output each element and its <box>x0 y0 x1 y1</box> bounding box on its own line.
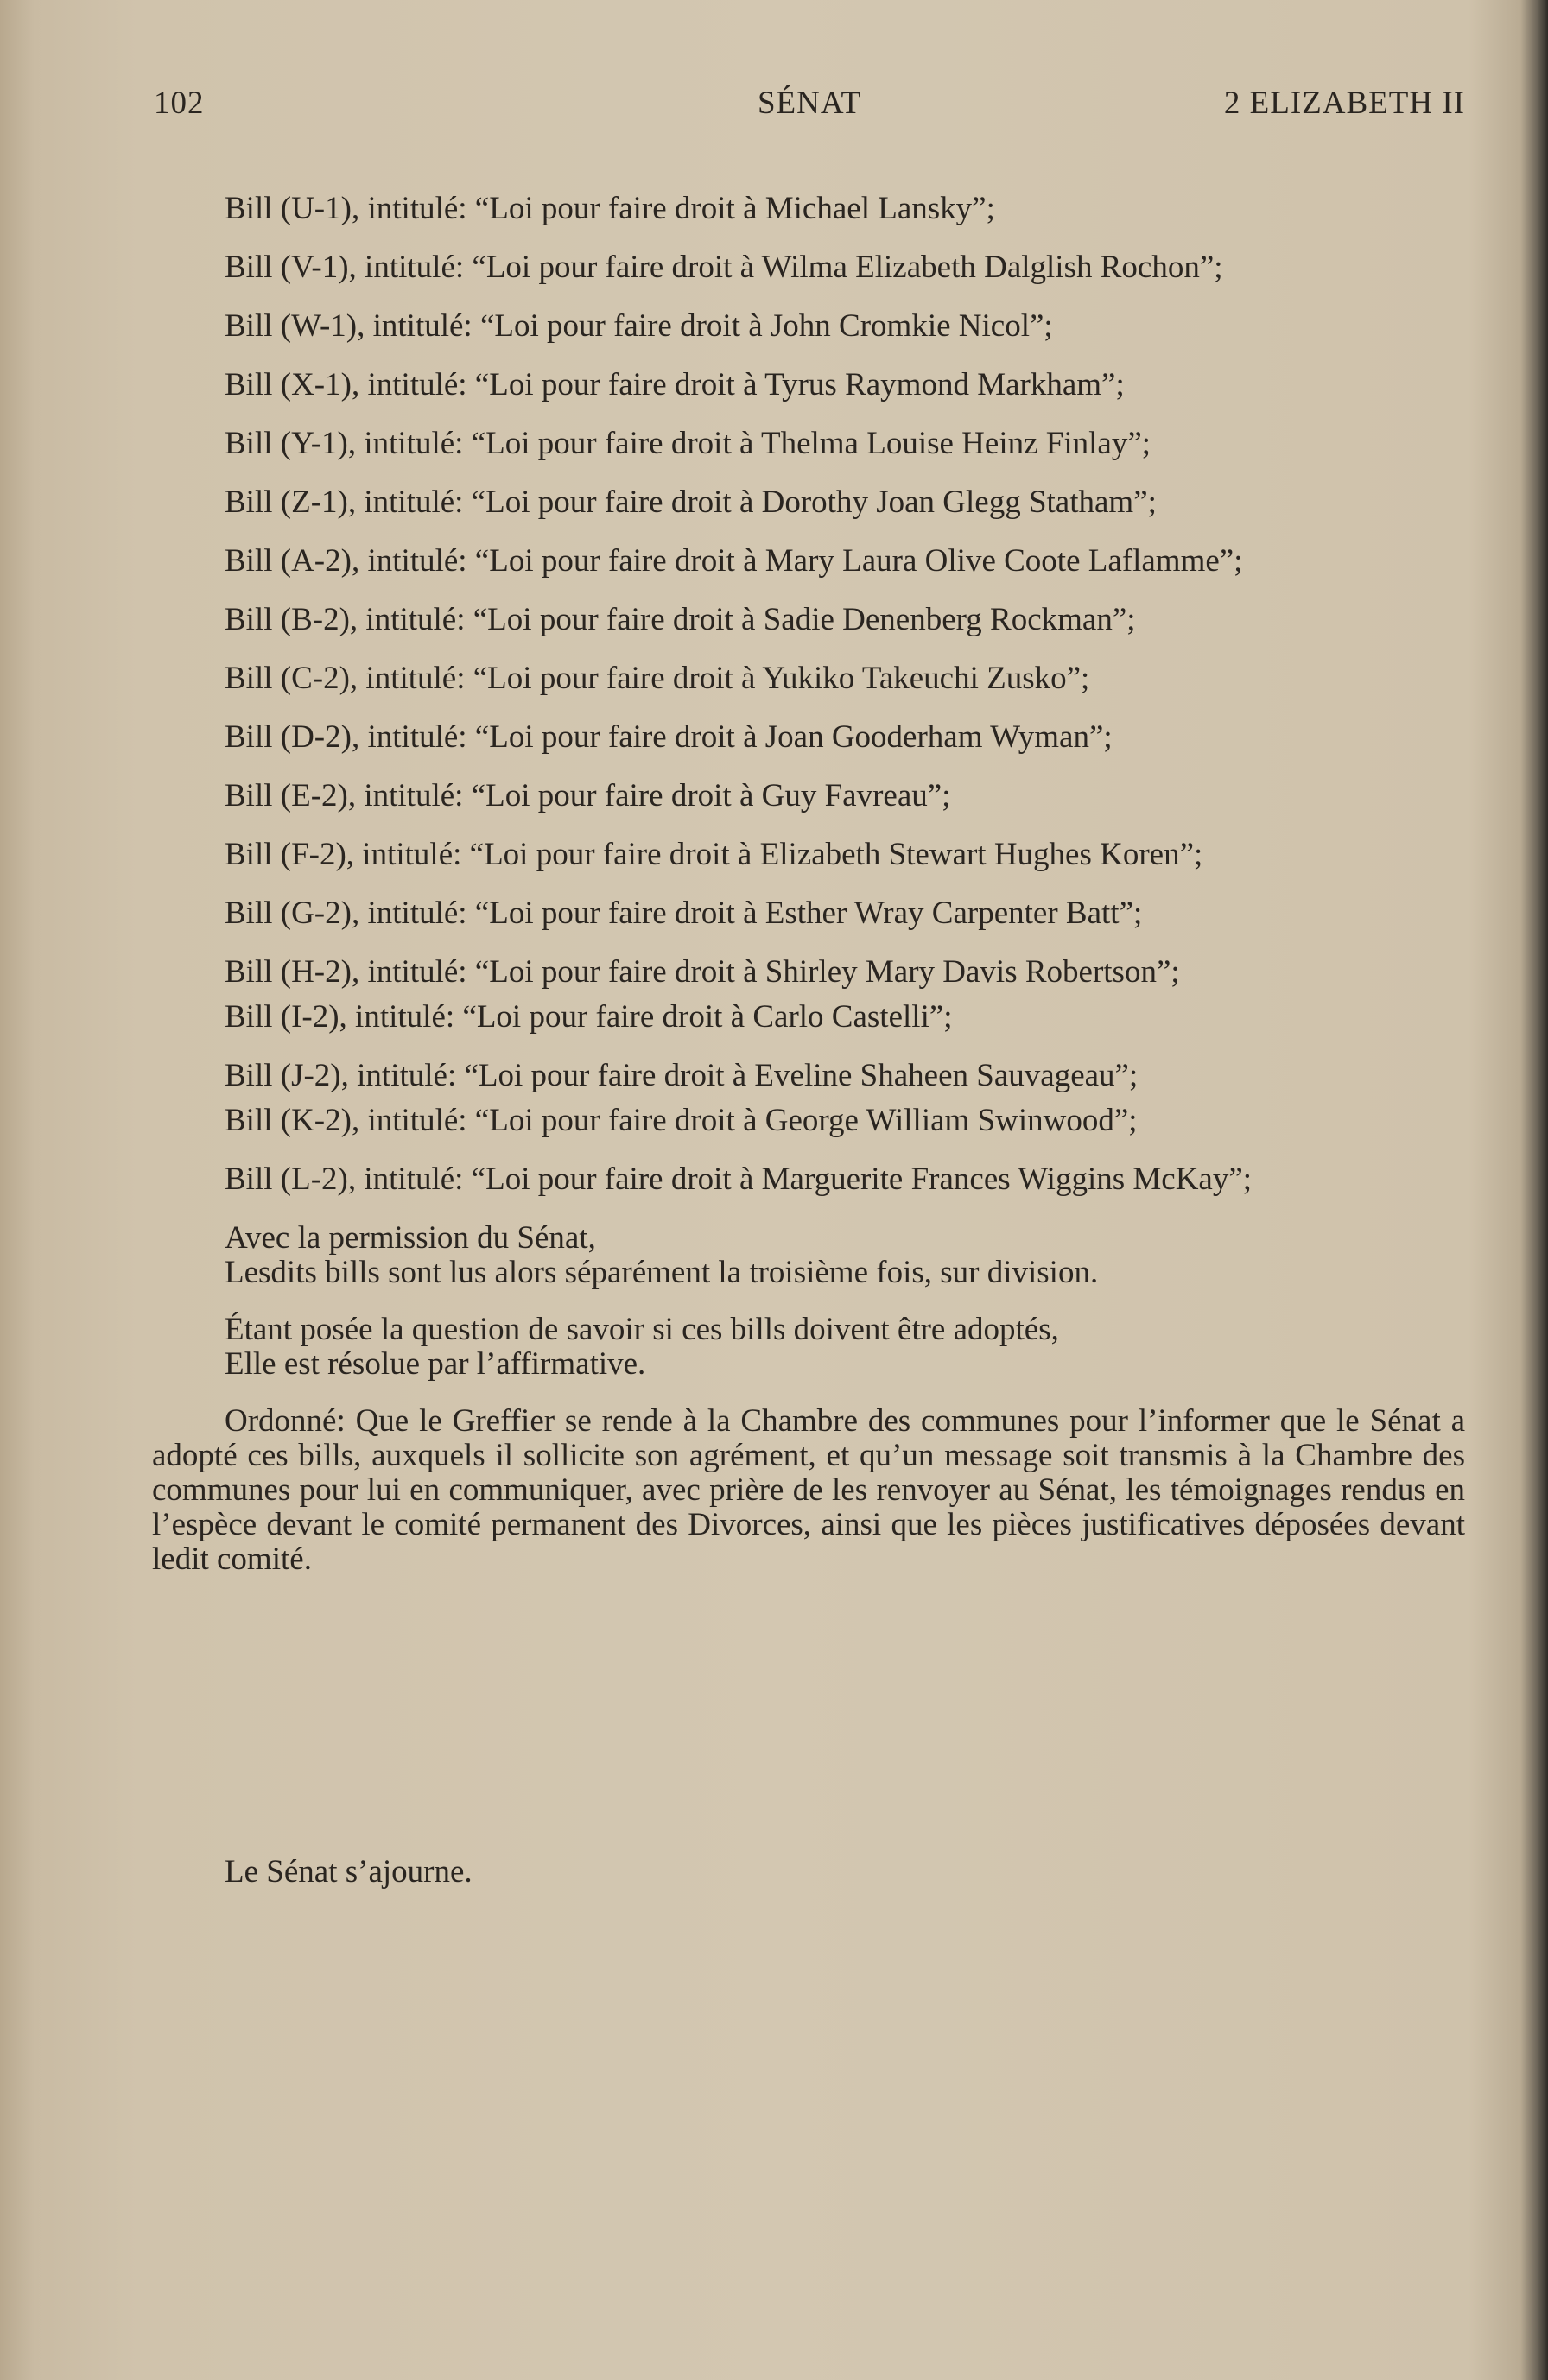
bill-entry: Bill (J-2), intitulé: “Loi pour faire droit à Eveline Shaheen Sauvageau”; <box>225 1058 1139 1093</box>
bill-entry: Bill (K-2), intitulé: “Loi pour faire droit à George William Swinwood”; <box>225 1103 1138 1138</box>
bill-entry: Bill (W-1), intitulé: “Loi pour faire droit à John Cromkie Nicol”; <box>225 308 1053 344</box>
question-paragraph <box>152 1313 1465 1382</box>
bill-entry: Bill (U-1), intitulé: “Loi pour faire droit à Michael Lansky”; <box>225 191 995 226</box>
bill-entry: Bill (F-2), intitulé: “Loi pour faire droit à Elizabeth Stewart Hughes Koren”; <box>225 837 1203 872</box>
bill-entry: Bill (X-1), intitulé: “Loi pour faire droit à Tyrus Raymond Markham”; <box>225 367 1125 402</box>
adjournment-line: Le Sénat s’ajourne. <box>225 1854 473 1889</box>
bill-entry: Bill (I-2), intitulé: “Loi pour faire droit à Carlo Castelli”; <box>225 999 953 1035</box>
ordered-paragraph: Ordonné: Que le Greffier se rende à la Chambre des communes pour l’informer que le Sénat a adopté ces bills, auxquels il sollicite son agrément, et qu’un message soit transmis à la Chambre des communes pour lui en communiquer, avec prière de les renvoyer au Sénat, les témoignages rendus en l’espèce devant le comité permanent des Divorces, ainsi que les pièces justificatives déposées devant ledit comité. <box>152 1403 1465 1577</box>
bill-entry: Bill (C-2), intitulé: “Loi pour faire droit à Yukiko Takeuchi Zusko”; <box>225 661 1090 696</box>
bill-entry: Bill (Y-1), intitulé: “Loi pour faire droit à Thelma Louise Heinz Finlay”; <box>225 426 1151 461</box>
bill-entry: Bill (Z-1), intitulé: “Loi pour faire droit à Dorothy Joan Glegg Statham”; <box>225 484 1157 520</box>
regnal-year: 2 ELIZABETH II <box>1223 85 1465 121</box>
question-line-1: Étant posée la question de savoir si ces bills doivent être adoptés, <box>225 1312 1059 1347</box>
permission-line-1: Avec la permission du Sénat, <box>225 1220 596 1256</box>
bill-entry: Bill (V-1), intitulé: “Loi pour faire droit à Wilma Elizabeth Dalglish Rochon”; <box>225 250 1223 285</box>
bill-entry: Bill (H-2), intitulé: “Loi pour faire droit à Shirley Mary Davis Robertson”; <box>225 954 1180 990</box>
page-header <box>154 85 1465 128</box>
bill-entry: Bill (L-2), intitulé: “Loi pour faire droit à Marguerite Frances Wiggins McKay”; <box>225 1162 1253 1197</box>
bill-entry: Bill (G-2), intitulé: “Loi pour faire droit à Esther Wray Carpenter Batt”; <box>225 896 1143 931</box>
permission-line-2: Lesdits bills sont lus alors séparément la troisième fois, sur division. <box>225 1255 1099 1290</box>
bill-entry: Bill (A-2), intitulé: “Loi pour faire droit à Mary Laura Olive Coote Laflamme”; <box>225 543 1243 579</box>
bill-entry: Bill (B-2), intitulé: “Loi pour faire droit à Sadie Denenberg Rockman”; <box>225 602 1136 637</box>
running-title: SÉNAT <box>757 85 862 121</box>
permission-paragraph <box>152 1221 1465 1290</box>
page-number: 102 <box>154 85 205 121</box>
bill-entry: Bill (D-2), intitulé: “Loi pour faire droit à Joan Gooderham Wyman”; <box>225 719 1113 755</box>
question-line-2: Elle est résolue par l’affirmative. <box>225 1346 646 1382</box>
bill-entry: Bill (E-2), intitulé: “Loi pour faire droit à Guy Favreau”; <box>225 778 951 813</box>
document-body <box>152 192 1465 1577</box>
